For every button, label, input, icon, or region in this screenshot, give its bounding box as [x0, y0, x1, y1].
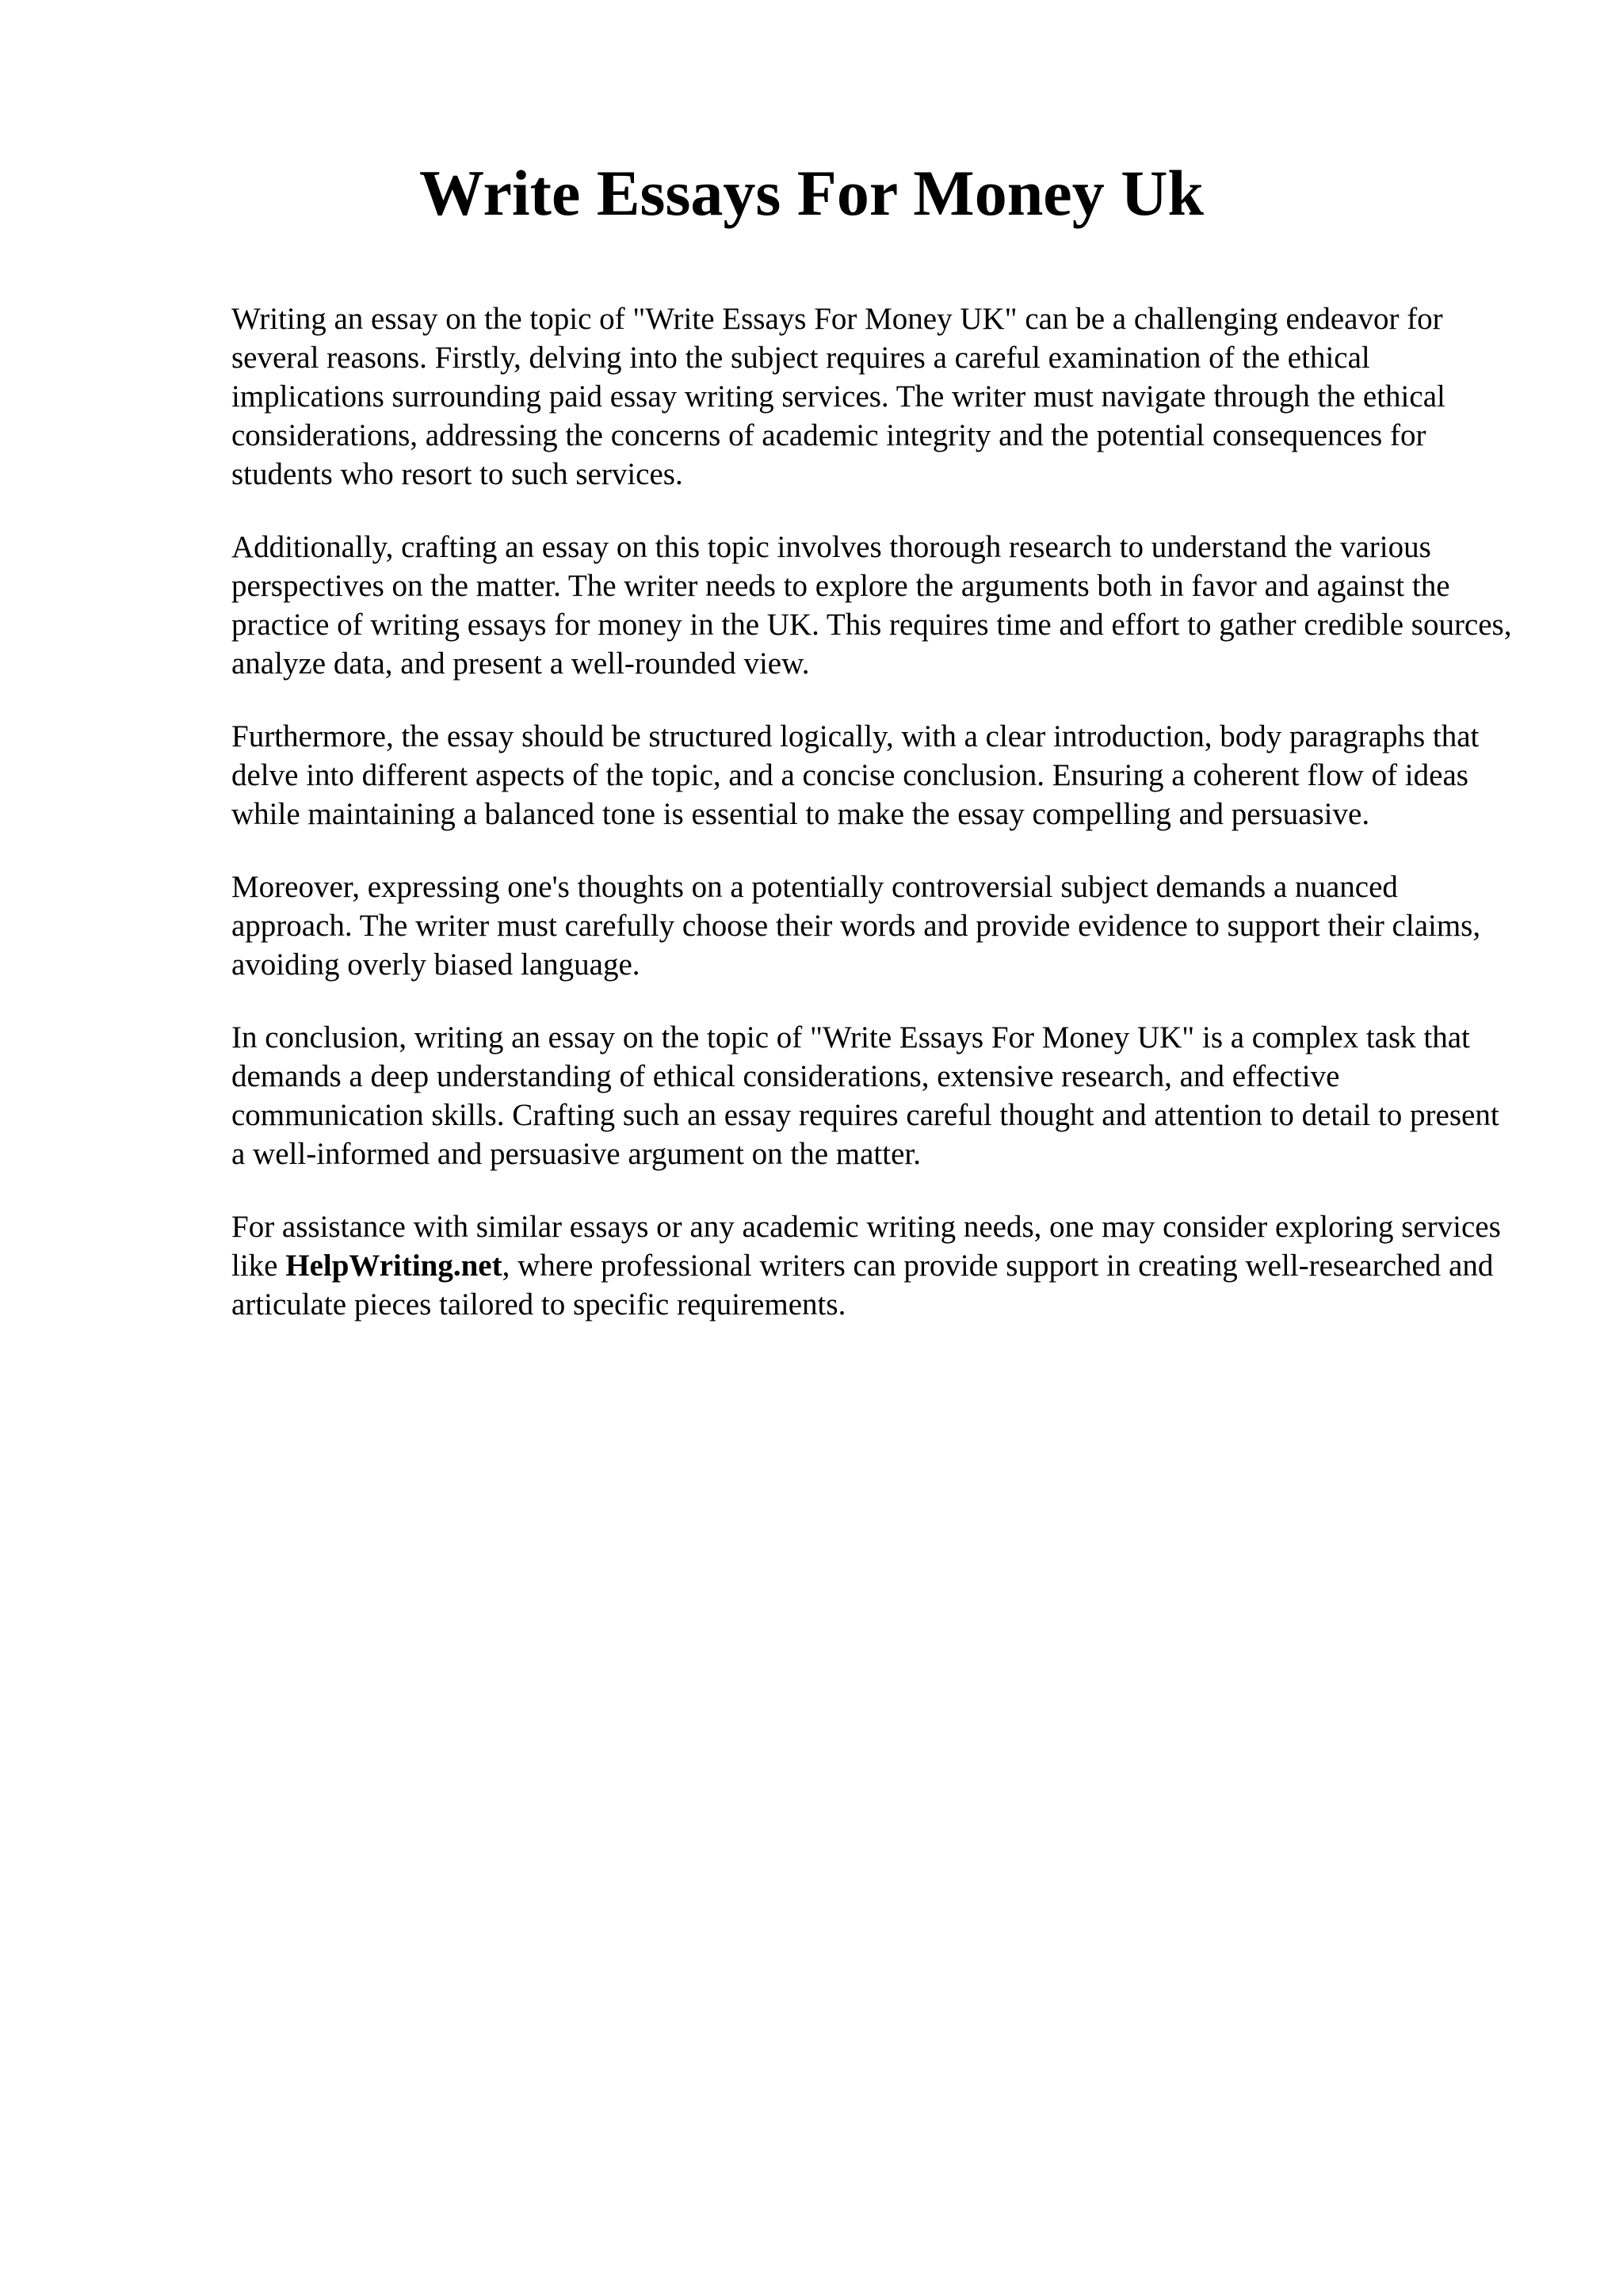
document-title: Write Essays For Money Uk: [418, 157, 1205, 229]
assistance-text-before: For assistance with similar essays or any academic writing needs, one may consider exploring services like: [231, 1210, 1501, 1283]
paragraph-intro: Writing an essay on the topic of "Write Essays For Money UK" can be a challenging endeavor for several reasons. Firstly, delving into the subject requires a careful examination of the ethical implications surrounding paid essay writing services. The writer must navigate through the ethical considerations, addressing the concerns of academic integrity and the potential consequences for students who resort to such services.: [231, 302, 1445, 491]
assistance-text-after: , where professional writers can provide support in creating well-researched and articulate pieces tailored to specific requirements.: [231, 1249, 1494, 1322]
paragraph-structure: Furthermore, the essay should be structured logically, with a clear introduction, body paragraphs that delve into different aspects of the topic, and a concise conclusion. Ensuring a coherent flow of ideas while maintaining a balanced tone is essential to make the essay compelling and persuasive.: [231, 719, 1480, 831]
paragraph-conclusion: In conclusion, writing an essay on the topic of "Write Essays For Money UK" is a complex task that demands a deep understanding of ethical considerations, extensive research, and effective communication skills. Crafting such an essay requires careful thought and attention to detail to present a well-informed and persuasive argument on the matter.: [231, 1020, 1499, 1171]
paragraph-research: Additionally, crafting an essay on this topic involves thorough research to understand the various perspectives on the matter. The writer needs to explore the arguments both in favor and against the practice of writing essays for money in the UK. This requires time and effort to gather credible sources, analyze data, and present a well-rounded view.: [231, 530, 1512, 681]
document-body: [231, 299, 1515, 1358]
paragraph-assistance: [231, 1207, 1515, 1324]
paragraph-approach: Moreover, expressing one's thoughts on a potentially controversial subject demands a nuanced approach. The writer must carefully choose their words and provide evidence to support their claims, avoiding overly biased language.: [231, 870, 1481, 982]
helpwriting-link[interactable]: HelpWriting.net: [285, 1249, 502, 1283]
